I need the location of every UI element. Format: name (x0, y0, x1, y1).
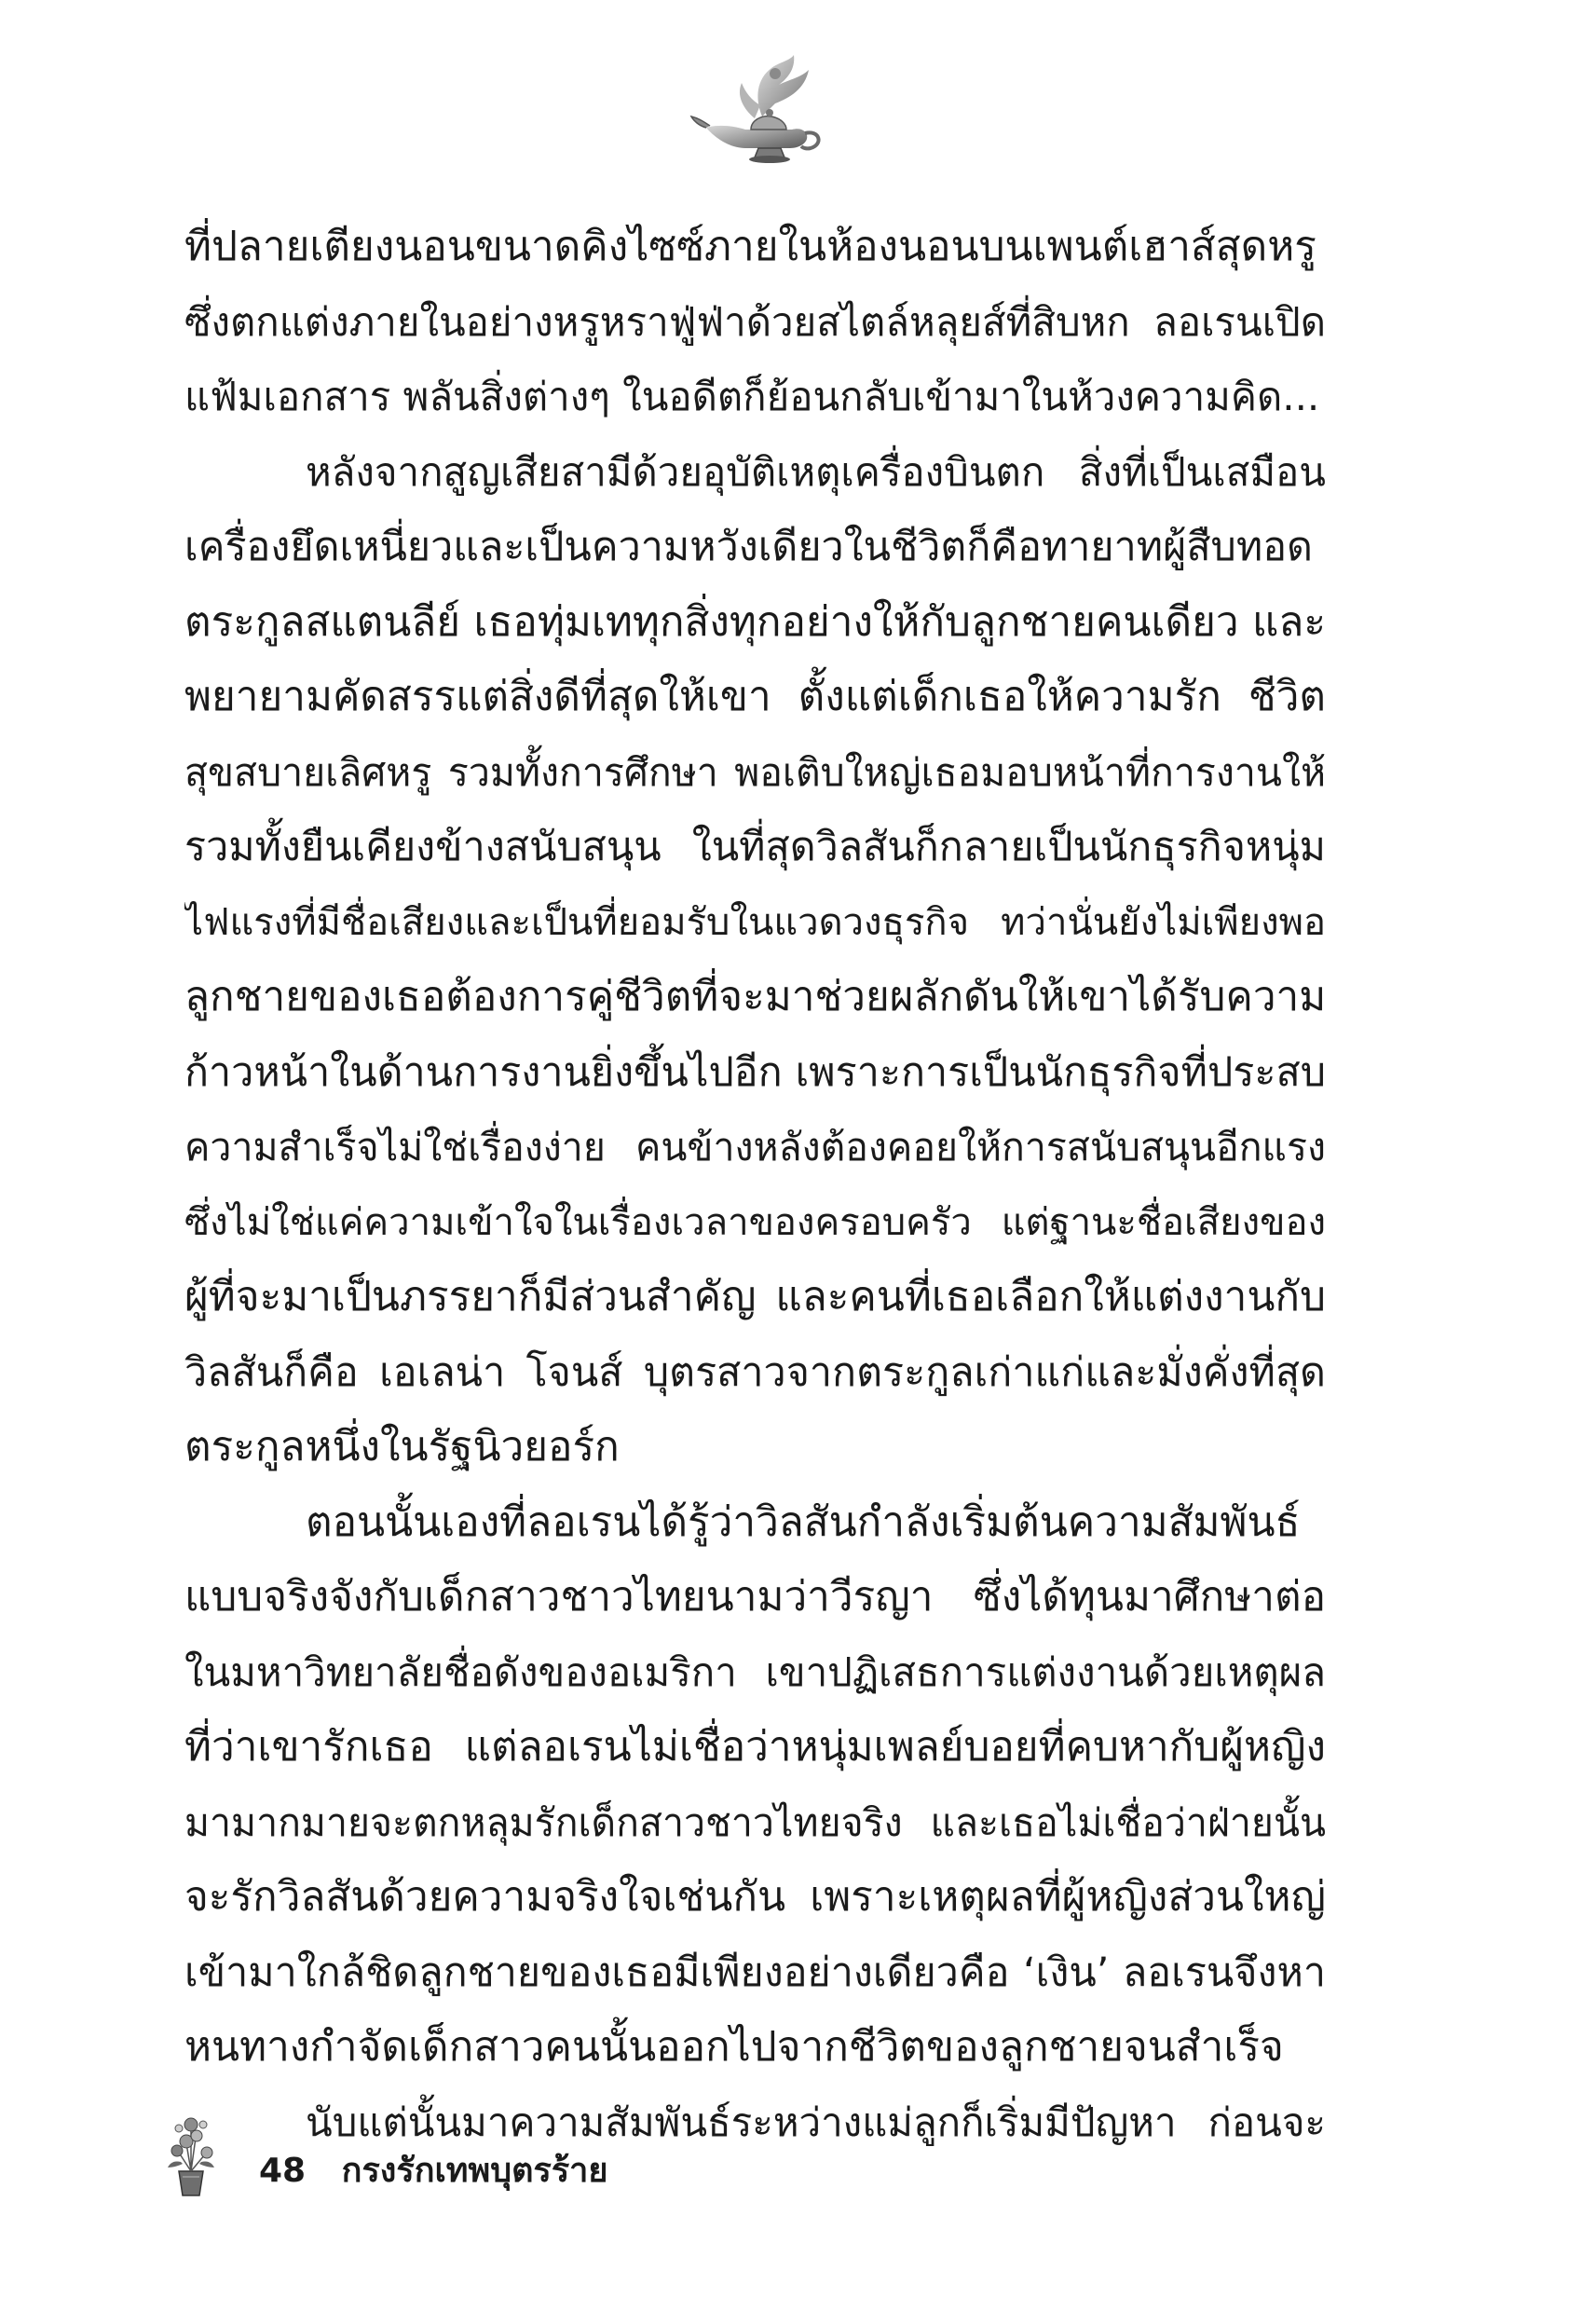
text-line: ที่ว่าเขารักเธอ แต่ลอเรนไม่เชื่อว่าหนุ่มเพลย์บอยที่คบหากับผู้หญิง (184, 1723, 1326, 1771)
text-line: ความสำเร็จไม่ใช่เรื่องง่าย คนข้างหลังต้องคอยให้การสนับสนุนอีกแรง (184, 1125, 1326, 1169)
footer-text (259, 2143, 607, 2196)
book-title: กรงรักเทพบุตรร้าย (341, 2152, 608, 2190)
text-line: มามากมายจะตกหลุมรักเด็กสาวชาวไทยจริง และเธอไม่เชื่อว่าฝ่ายนั้น (184, 1799, 1326, 1845)
text-line: แฟ้มเอกสาร พลันสิ่งต่างๆ ในอดีตก็ย้อนกลับเข้ามาในห้วงความคิด... (184, 374, 1320, 419)
text-line: ในมหาวิทยาลัยชื่อดังของอเมริกา เขาปฏิเสธการแต่งงานด้วยเหตุผล (184, 1648, 1326, 1695)
text-line: ลูกชายของเธอต้องการคู่ชีวิตที่จะมาช่วยผลักดันให้เขาได้รับความ (184, 973, 1326, 1020)
text-line: ซึ่งตกแต่งภายในอย่างหรูหราฟู่ฟ่าด้วยสไตล์หลุยส์ที่สิบหก ลอเรนเปิด (184, 298, 1326, 345)
text-line: หลังจากสูญเสียสามีด้วยอุบัติเหตุเครื่องบินตก สิ่งที่เป็นเสมือน (306, 448, 1326, 495)
page-number: 48 (259, 2152, 307, 2190)
text-line: ซึ่งไม่ใช่แค่ความเข้าใจในเรื่องเวลาของครอบครัว แต่ฐานะชื่อเสียงของ (184, 1200, 1326, 1244)
text-line: หนทางกำจัดเด็กสาวคนนั้นออกไปจากชีวิตของลูกชายจนสำเร็จ (184, 2023, 1284, 2071)
text-line: ก้าวหน้าในด้านการงานยิ่งขึ้นไปอีก เพราะการเป็นนักธุรกิจที่ประสบ (184, 1048, 1326, 1096)
genie-lamp-icon (689, 51, 829, 168)
text-line: จะรักวิลสันด้วยความจริงใจเช่นกัน เพราะเหตุผลที่ผู้หญิงส่วนใหญ่ (184, 1873, 1326, 1921)
text-line: พยายามคัดสรรแต่สิ่งดีที่สุดให้เขา ตั้งแต่เด็กเธอให้ความรัก ชีวิต (184, 673, 1326, 720)
flower-bouquet-icon (158, 2106, 224, 2199)
text-line: ผู้ที่จะมาเป็นภรรยาก็มีส่วนสำคัญ และคนที่เธอเลือกให้แต่งงานกับ (184, 1273, 1326, 1320)
text-line: แบบจริงจังกับเด็กสาวชาวไทยนามว่าวีรญา ซึ่งได้ทุนมาศึกษาต่อ (184, 1573, 1326, 1620)
text-line: เข้ามาใกล้ชิดลูกชายของเธอมีเพียงอย่างเดียวคือ ‘เงิน’ ลอเรนจึงหา (184, 1949, 1326, 1996)
text-line: วิลสันก็คือ เอเลน่า โจนส์ บุตรสาวจากตระกูลเก่าแก่และมั่งคั่งที่สุด (184, 1348, 1326, 1396)
text-line: รวมทั้งยืนเคียงข้างสนับสนุน ในที่สุดวิลสันก็กลายเป็นนักธุรกิจหนุ่ม (184, 824, 1326, 870)
text-line: ที่ปลายเตียงนอนขนาดคิงไซซ์ภายในห้องนอนบนเพนต์เฮาส์สุดหรู (184, 223, 1316, 270)
text-line: ไฟแรงที่มีชื่อเสียงและเป็นที่ยอมรับในแวดวงธุรกิจ ทว่านั่นยังไม่เพียงพอ (184, 900, 1326, 944)
text-line: ตระกูลหนึ่งในรัฐนิวยอร์ก (184, 1423, 620, 1470)
body-text (184, 210, 1326, 2160)
text-line: นับแต่นั้นมาความสัมพันธ์ระหว่างแม่ลูกก็เริ่มมีปัญหา ก่อนจะ (306, 2099, 1326, 2145)
page-footer (158, 2106, 811, 2208)
text-line: เครื่องยึดเหนี่ยวและเป็นความหวังเดียวในชีวิตก็คือทายาทผู้สืบทอด (184, 524, 1313, 570)
text-line: ตอนนั้นเองที่ลอเรนได้รู้ว่าวิลสันกำลังเริ่มต้นความสัมพันธ์ (306, 1497, 1301, 1546)
text-line: ตระกูลสแตนลีย์ เธอทุ่มเททุกสิ่งทุกอย่างให้กับลูกชายคนเดียว และ (184, 597, 1326, 646)
text-line: สุขสบายเลิศหรู รวมทั้งการศึกษา พอเติบใหญ่เธอมอบหน้าที่การงานให้ (184, 749, 1326, 795)
